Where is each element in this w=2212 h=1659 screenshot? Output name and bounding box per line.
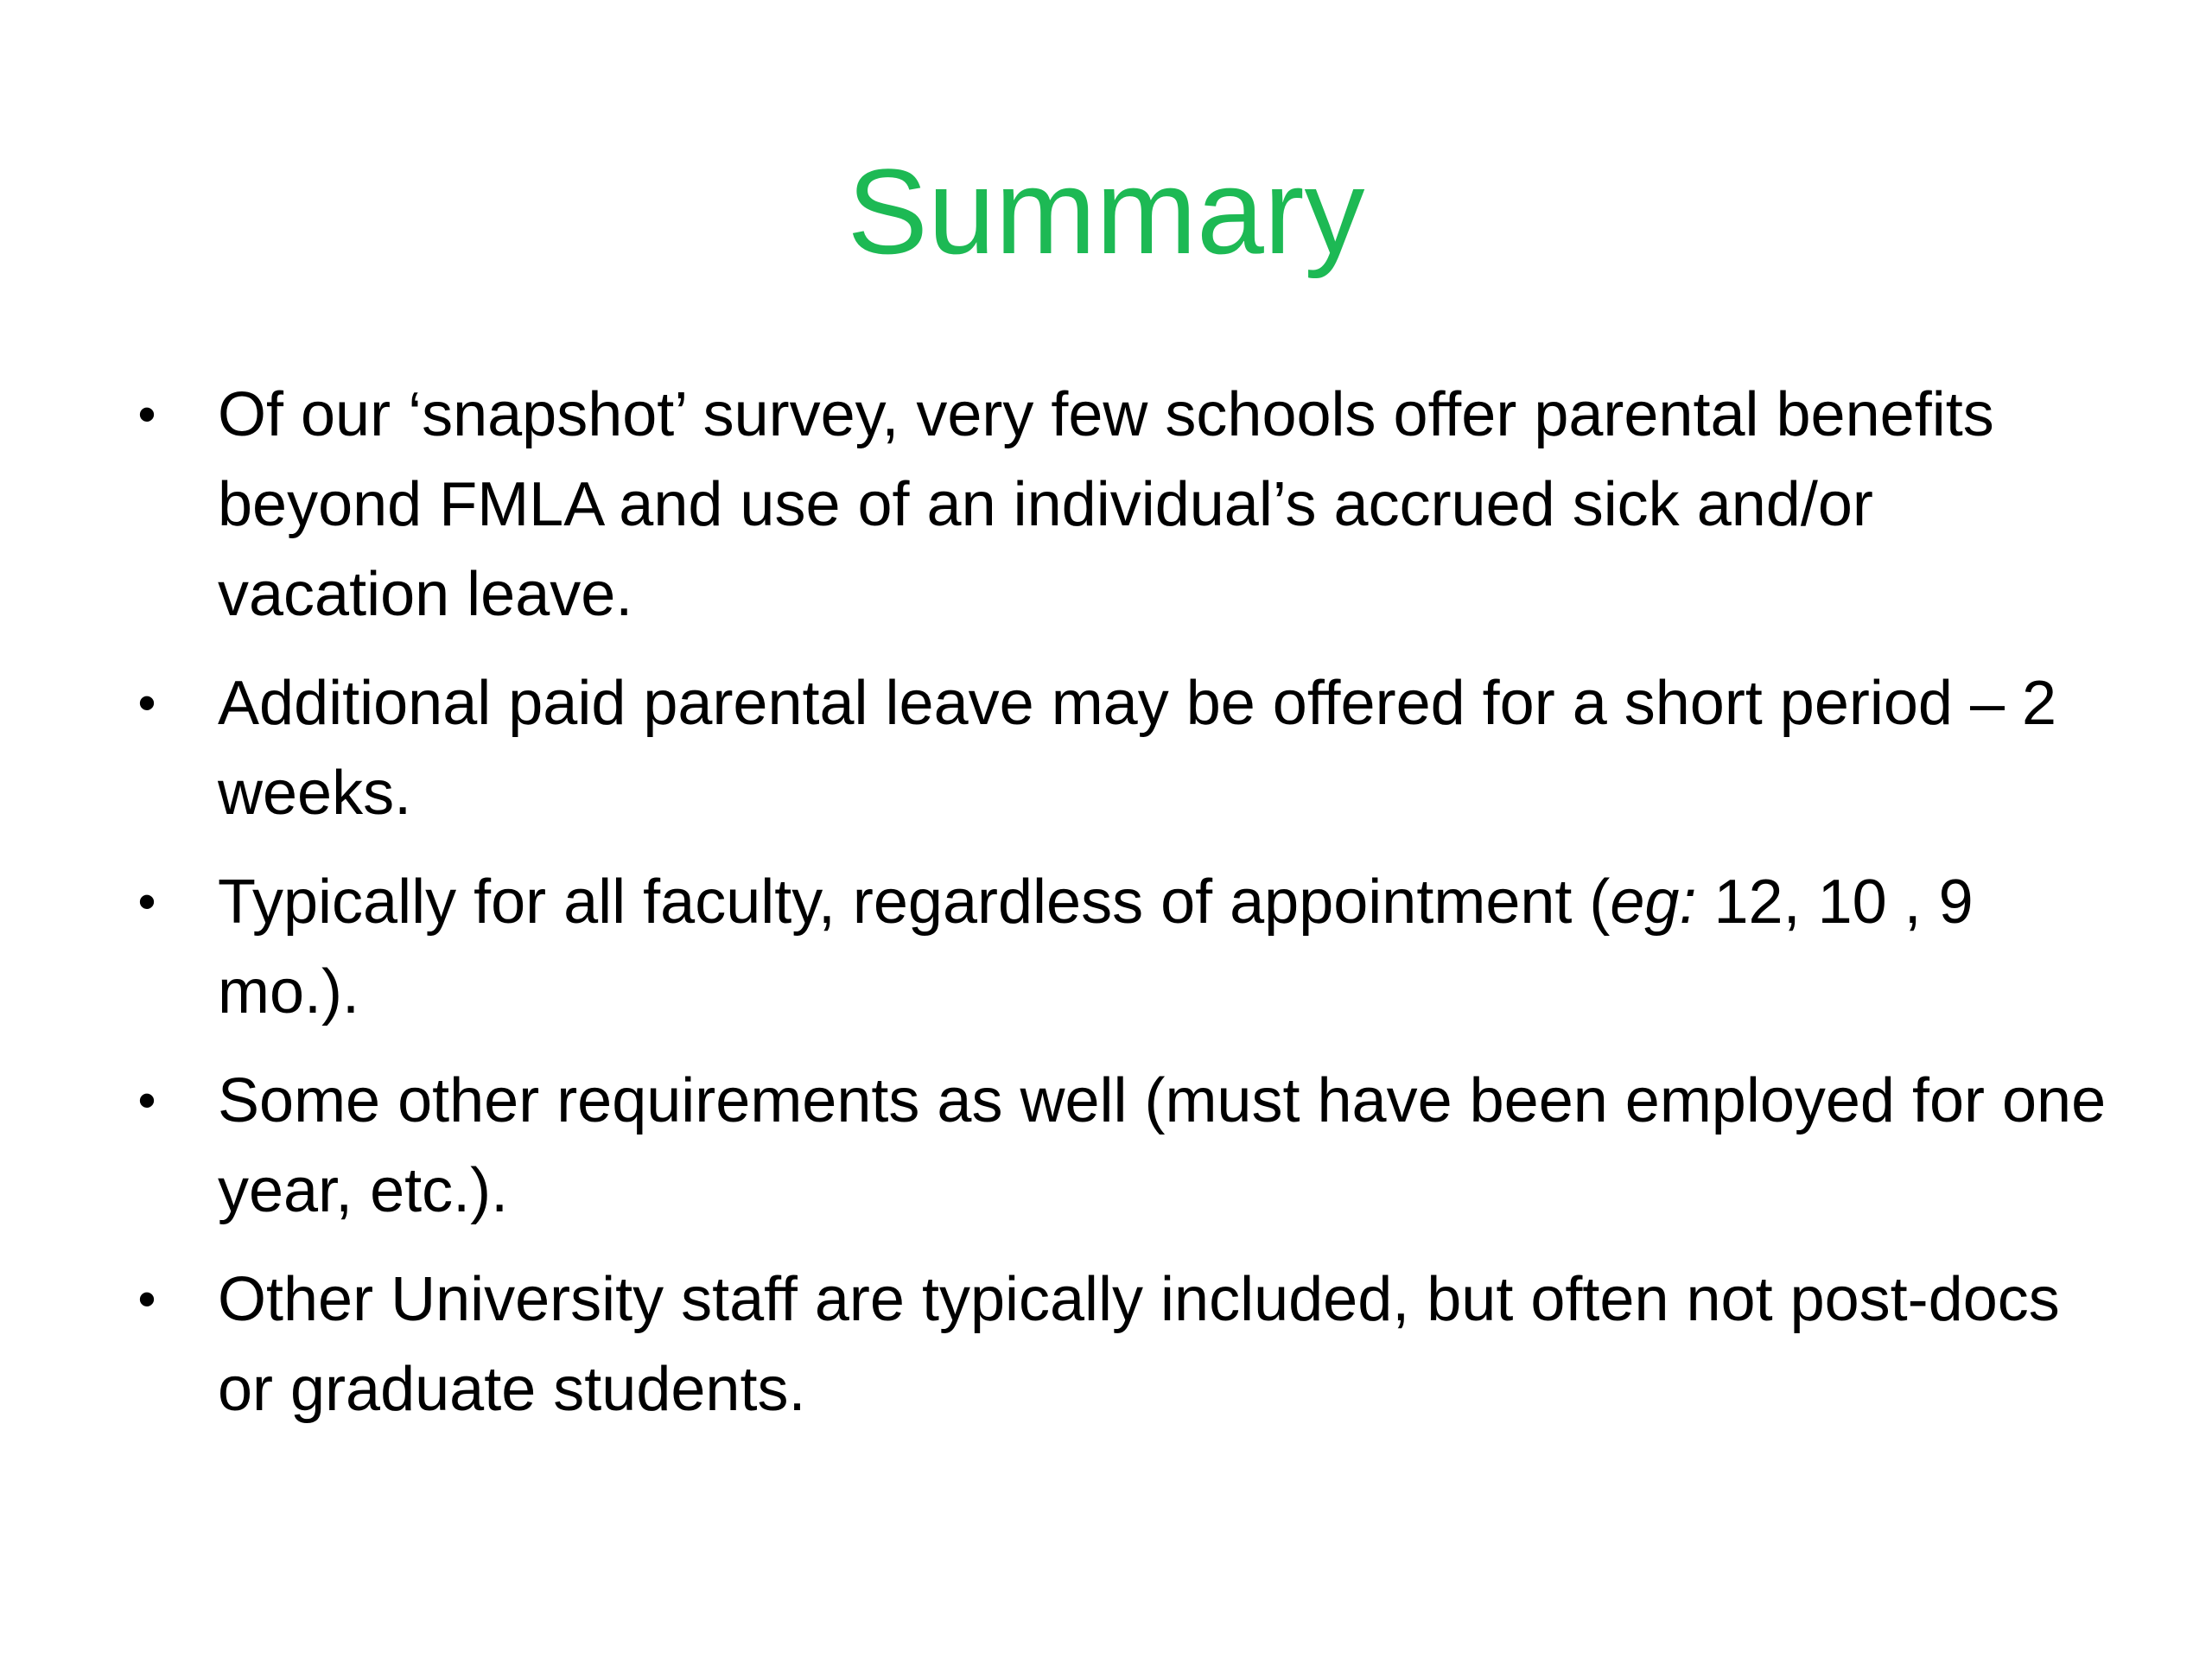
bullet-text: Of our ‘snapshot’ survey, very few schools offer parental benefits beyond FMLA and use of an individual’s accrued sick and/or vacation leave. bbox=[218, 380, 1994, 629]
bullet-text: Some other requirements as well (must have been employed for one year, etc.). bbox=[218, 1066, 2107, 1225]
bullet-item bbox=[130, 1255, 2117, 1434]
bullet-item bbox=[130, 658, 2117, 838]
bullet-icon: • bbox=[137, 385, 156, 443]
bullet-item bbox=[130, 370, 2117, 639]
bullet-list bbox=[130, 370, 2117, 1453]
bullet-icon: • bbox=[137, 873, 156, 931]
bullet-text: Additional paid parental leave may be offered for a short period – 2 weeks. bbox=[218, 669, 2057, 828]
bullet-text: Other University staff are typically included, but often not post-docs or graduate students. bbox=[218, 1265, 2060, 1424]
bullet-icon: • bbox=[137, 1270, 156, 1328]
bullet-text-post: 12, 10 , 9 mo.). bbox=[218, 868, 1974, 1027]
bullet-text-italic: eg: bbox=[1610, 868, 1697, 937]
bullet-item bbox=[130, 857, 2117, 1037]
slide-title: Summary bbox=[847, 143, 1365, 279]
bullet-item bbox=[130, 1056, 2117, 1236]
bullet-icon: • bbox=[137, 674, 156, 732]
bullet-text bbox=[218, 868, 1974, 1027]
bullet-text-pre: Typically for all faculty, regardless of appointment ( bbox=[218, 868, 1611, 937]
bullet-icon: • bbox=[137, 1071, 156, 1129]
